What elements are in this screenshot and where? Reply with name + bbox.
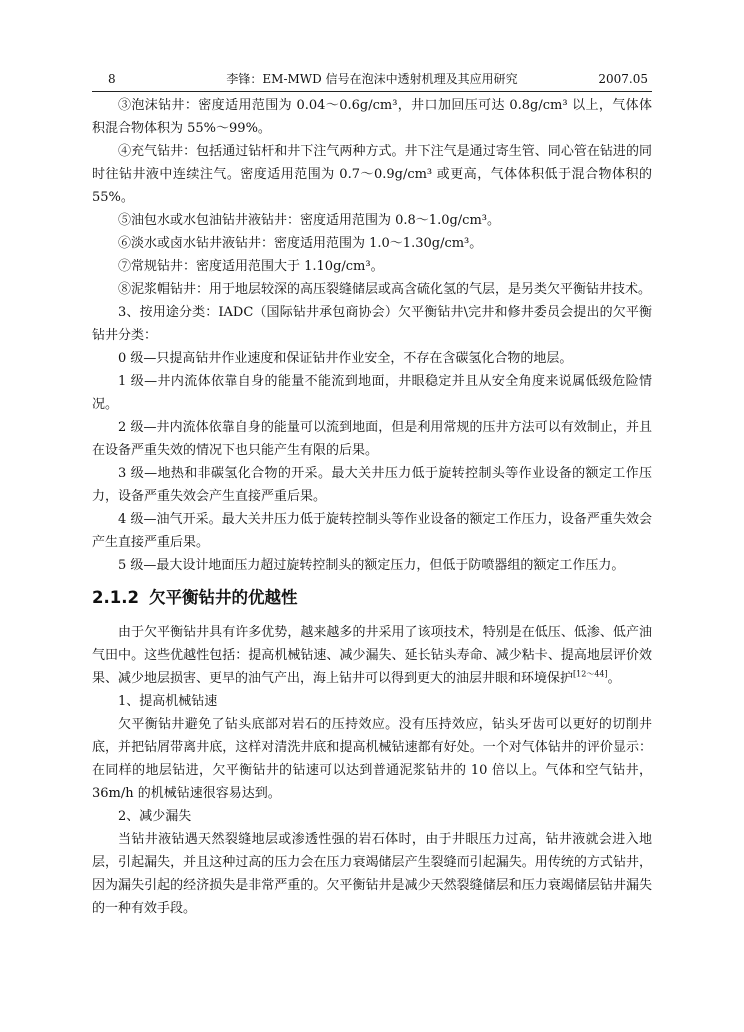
paragraph: ⑦常规钻井：密度适用范围大于 1.10g/cm³。 — [118, 259, 384, 274]
header-rule — [92, 91, 652, 92]
paragraph: 0 级—只提高钻井作业速度和保证钻井作业安全，不存在含碳氢化合物的地层。 — [118, 351, 573, 366]
running-header — [92, 70, 652, 88]
paragraph-end: 。 — [607, 671, 621, 686]
paragraph: 当钻井液钻遇天然裂缝地层或渗透性强的岩石体时，由于井眼压力过高，钻井液就会进入地层，引起漏失，并且这种过高的压力会在压力衰竭储层产生裂缝而引起漏失。用传统的方式钻井，因为漏失引起的经济损失是非常严重的。欠平衡钻井是减少天然裂缝储层和压力衰竭储层钻井漏失的一种有效手段。 — [92, 832, 652, 916]
paragraph — [92, 621, 652, 690]
paragraph: 1 级—井内流体依靠自身的能量不能流到地面，井眼稳定并且从安全角度来说属低级危险情况。 — [92, 374, 652, 412]
paragraph: 欠平衡钻井避免了钻头底部对岩石的压持效应。没有压持效应，钻头牙齿可以更好的切削井底，并把钻屑带离井底，这样对清洗井底和提高机械钻速都有好处。一个对气体钻井的评价显示：在同样的地层钻进，欠平衡钻井的钻速可以达到普通泥浆钻井的 10 倍以上。气体和空气钻井，36m/h 的机械钻速很容易达到。 — [92, 717, 652, 801]
paragraph: ⑥淡水或卤水钻井液钻井：密度适用范围为 1.0～1.30g/cm³。 — [118, 236, 483, 251]
running-title: 李锋：EM-MWD 信号在泡沫中透射机理及其应用研究 — [226, 72, 518, 86]
page-number: 8 — [108, 72, 116, 86]
paragraph: 4 级—油气开采。最大关井压力低于旋转控制头等作业设备的额定工作压力，设备严重失效会产生直接严重后果。 — [92, 512, 652, 550]
paragraph: ⑤油包水或水包油钻井液钻井：密度适用范围为 0.8～1.0g/cm³。 — [118, 213, 501, 228]
section-number: 2.1.2 — [92, 588, 139, 607]
section-title: 欠平衡钻井的优越性 — [148, 588, 298, 607]
header-date: 2007.05 — [598, 72, 648, 86]
citation: [12～44] — [573, 669, 608, 679]
paragraph: ④充气钻井：包括通过钻杆和井下注气两种方式。井下注气是通过寄生管、同心管在钻进的同时往钻井液中连续注气。密度适用范围为 0.7～0.9g/cm³ 或更高，气体体积低于混合物体积的 55%。 — [92, 144, 652, 205]
paragraph: 5 级—最大设计地面压力超过旋转控制头的额定压力，但低于防喷器组的额定工作压力。 — [118, 558, 625, 573]
paragraph: 3 级—地热和非碳氢化合物的开采。最大关井压力低于旋转控制头等作业设备的额定工作压力，设备严重失效会产生直接严重后果。 — [92, 466, 652, 504]
paragraph: ③泡沫钻井：密度适用范围为 0.04～0.6g/cm³，井口加回压可达 0.8g/cm³ 以上，气体体积混合物体积为 55%～99%。 — [92, 98, 652, 136]
paragraph: ⑧泥浆帽钻井：用于地层较深的高压裂缝储层或高含硫化氢的气层，是另类欠平衡钻井技术。 — [118, 282, 652, 297]
body-text — [92, 94, 652, 920]
paragraph-text: 由于欠平衡钻井具有许多优势，越来越多的井采用了该项技术，特别是在低压、低渗、低产油气田中。这些优越性包括：提高机械钻速、减少漏失、延长钻头寿命、减少粘卡、提高地层评价效果、减少地层损害、更早的油气产出，海上钻井可以得到更大的油层井眼和环境保护 — [92, 625, 652, 686]
section-heading — [92, 585, 652, 611]
subheading: 1、提高机械钻速 — [118, 694, 218, 709]
subheading: 2、减少漏失 — [118, 809, 192, 824]
paragraph: 2 级—井内流体依靠自身的能量可以流到地面，但是利用常规的压井方法可以有效制止，并且在设备严重失效的情况下也只能产生有限的后果。 — [92, 420, 652, 458]
paragraph: 3、按用途分类：IADC（国际钻井承包商协会）欠平衡钻井\完井和修井委员会提出的欠平衡钻井分类： — [92, 305, 652, 343]
